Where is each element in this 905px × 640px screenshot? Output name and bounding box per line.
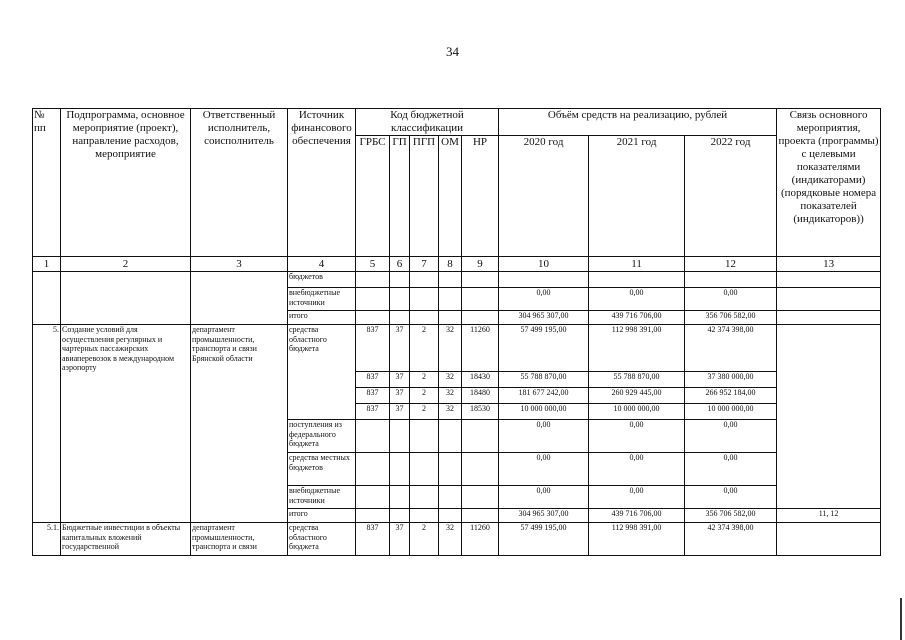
header-indicators-link: Связь основного мероприятия, проекта (программы) с целевыми показателями (индикаторами) (порядковые номера показателей (индикаторов)) <box>777 109 881 257</box>
code-gp: 37 <box>390 372 410 388</box>
source-label: средства местных бюджетов <box>288 453 356 486</box>
column-number: 8 <box>439 257 462 272</box>
page-number: 34 <box>446 44 459 59</box>
code-grbs: 837 <box>356 523 390 556</box>
total-2020: 304 965 307,00 <box>499 311 589 325</box>
code-gp: 37 <box>390 325 410 372</box>
scan-edge-mark <box>900 598 902 640</box>
column-number: 7 <box>410 257 439 272</box>
value-2021: 0,00 <box>589 486 685 509</box>
header-num: № пп <box>33 109 61 257</box>
value-2020: 10 000 000,00 <box>499 404 589 420</box>
code-pgp: 2 <box>410 372 439 388</box>
value-2021: 260 929 445,00 <box>589 388 685 404</box>
total-2020: 304 965 307,00 <box>499 509 589 523</box>
header-2022: 2022 год <box>685 136 777 257</box>
value-2022: 266 952 184,00 <box>685 388 777 404</box>
value-2020: 57 499 195,00 <box>499 325 589 372</box>
code-om: 32 <box>439 523 462 556</box>
source-label: итого <box>288 311 356 325</box>
code-grbs: 837 <box>356 388 390 404</box>
value-2022: 37 380 000,00 <box>685 372 777 388</box>
value-2020: 0,00 <box>499 288 589 311</box>
header-source: Источник финансового обеспечения <box>288 109 356 257</box>
value-2022: 42 374 398,00 <box>685 325 777 372</box>
value-2022: 0,00 <box>685 486 777 509</box>
source-label: итого <box>288 509 356 523</box>
item-name: Бюджетные инвестиции в объекты капитальных вложений государственной <box>61 523 191 556</box>
header-np: НР <box>462 136 499 257</box>
total-2022: 356 706 582,00 <box>685 509 777 523</box>
header-budget-code: Код бюджетной классификации <box>356 109 499 136</box>
indicators-cell <box>777 523 881 556</box>
code-om: 32 <box>439 388 462 404</box>
value-2022: 0,00 <box>685 453 777 486</box>
code-gp: 37 <box>390 388 410 404</box>
column-number: 13 <box>777 257 881 272</box>
code-np: 11260 <box>462 325 499 372</box>
header-pgp: ПГП <box>410 136 439 257</box>
column-numbers-row <box>33 257 881 272</box>
source-label: средства областного бюджета <box>288 523 356 556</box>
code-pgp: 2 <box>410 325 439 372</box>
code-np: 18430 <box>462 372 499 388</box>
value-2022: 10 000 000,00 <box>685 404 777 420</box>
code-grbs: 837 <box>356 372 390 388</box>
table-row <box>33 272 881 288</box>
source-label: внебюджетные источники <box>288 288 356 311</box>
header-gp: ГП <box>390 136 410 257</box>
value-2021: 0,00 <box>589 453 685 486</box>
code-gp: 37 <box>390 404 410 420</box>
carryover-num-cell <box>33 272 61 325</box>
value-2020: 0,00 <box>499 453 589 486</box>
source-label: средства областного бюджета <box>288 325 356 420</box>
code-np: 18530 <box>462 404 499 420</box>
item-name: Создание условий для осуществления регулярных и чартерных пассажирских авиаперевозок в международном аэропорту <box>61 325 191 523</box>
item-executor: департамент промышленности, транспорта и связи <box>191 523 288 556</box>
item-number: 5. <box>33 325 61 523</box>
value-2022: 0,00 <box>685 288 777 311</box>
budget-table <box>32 108 881 556</box>
code-om: 32 <box>439 325 462 372</box>
source-label: внебюджетные источники <box>288 486 356 509</box>
header-2021: 2021 год <box>589 136 685 257</box>
total-2022: 356 706 582,00 <box>685 311 777 325</box>
value-2021: 0,00 <box>589 420 685 453</box>
column-number: 3 <box>191 257 288 272</box>
value-2020: 55 788 870,00 <box>499 372 589 388</box>
carryover-name-cell <box>61 272 191 325</box>
column-number: 10 <box>499 257 589 272</box>
column-number: 11 <box>589 257 685 272</box>
value-2021: 55 788 870,00 <box>589 372 685 388</box>
code-om: 32 <box>439 404 462 420</box>
code-np: 18480 <box>462 388 499 404</box>
value-2021: 112 998 391,00 <box>589 523 685 556</box>
code-pgp: 2 <box>410 523 439 556</box>
indicators-cell <box>777 325 881 509</box>
column-number: 1 <box>33 257 61 272</box>
carryover-executor-cell <box>191 272 288 325</box>
table-row <box>33 523 881 556</box>
code-pgp: 2 <box>410 388 439 404</box>
header-subprogram: Подпрограмма, основное мероприятие (проект), направление расходов, мероприятие <box>61 109 191 257</box>
column-number: 6 <box>390 257 410 272</box>
header-executor: Ответственный исполнитель, соисполнитель <box>191 109 288 257</box>
code-grbs: 837 <box>356 404 390 420</box>
value-2022: 0,00 <box>685 420 777 453</box>
code-gp: 37 <box>390 523 410 556</box>
column-number: 12 <box>685 257 777 272</box>
value-2021: 10 000 000,00 <box>589 404 685 420</box>
code-np: 11260 <box>462 523 499 556</box>
value-2021: 0,00 <box>589 288 685 311</box>
table-row <box>33 325 881 372</box>
column-number: 4 <box>288 257 356 272</box>
value-2022: 42 374 398,00 <box>685 523 777 556</box>
indicator-numbers: 11, 12 <box>777 509 881 523</box>
column-number: 2 <box>61 257 191 272</box>
item-executor: департамент промышленности, транспорта и связи Брянской области <box>191 325 288 523</box>
code-grbs: 837 <box>356 325 390 372</box>
header-row-1 <box>33 109 881 136</box>
code-pgp: 2 <box>410 404 439 420</box>
header-volume: Объём средств на реализацию, рублей <box>499 109 777 136</box>
item-number: 5.1. <box>33 523 61 556</box>
value-2020: 0,00 <box>499 420 589 453</box>
value-2020: 181 677 242,00 <box>499 388 589 404</box>
total-2021: 439 716 706,00 <box>589 509 685 523</box>
header-grbs: ГРБС <box>356 136 390 257</box>
code-om: 32 <box>439 372 462 388</box>
column-number: 9 <box>462 257 499 272</box>
value-2020: 57 499 195,00 <box>499 523 589 556</box>
header-2020: 2020 год <box>499 136 589 257</box>
value-2020: 0,00 <box>499 486 589 509</box>
header-om: ОМ <box>439 136 462 257</box>
total-2021: 439 716 706,00 <box>589 311 685 325</box>
source-label: поступления из федерального бюджета <box>288 420 356 453</box>
source-label: бюджетов <box>288 272 356 288</box>
value-2021: 112 998 391,00 <box>589 325 685 372</box>
column-number: 5 <box>356 257 390 272</box>
